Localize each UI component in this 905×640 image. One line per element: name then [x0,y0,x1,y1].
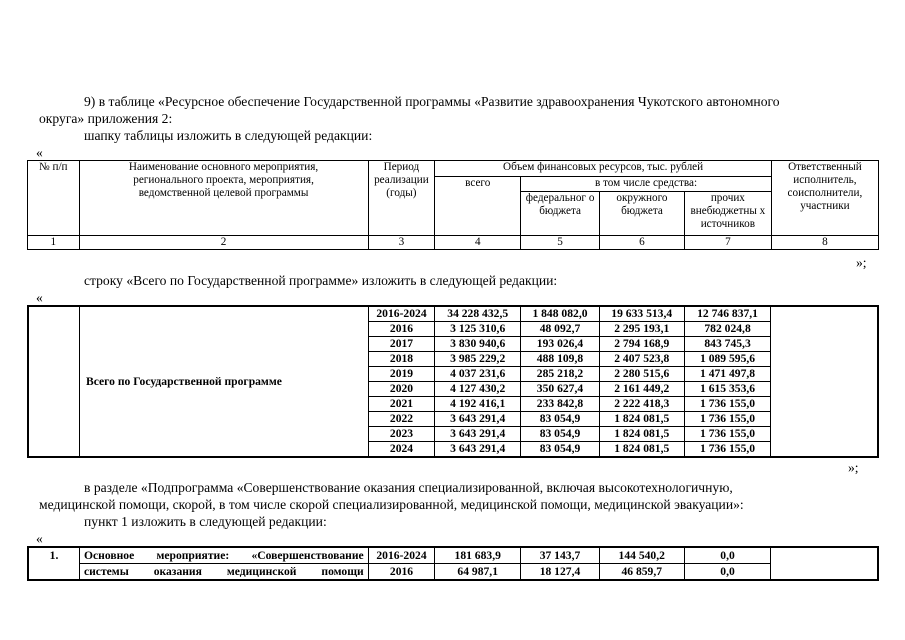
col-number-2: 2 [79,236,368,250]
point-number: 1. [28,547,79,580]
total-cell: 193 026,4 [521,337,600,352]
total-cell: 843 745,3 [684,337,771,352]
total-cell: 3 125 310,6 [435,322,521,337]
total-cell: 2 295 193,1 [599,322,684,337]
total-cell: 4 037 231,6 [435,367,521,382]
total-cell: 48 092,7 [521,322,600,337]
total-cell: 1 736 155,0 [684,412,771,427]
total-cell: 1 471 497,8 [684,367,771,382]
point-cell: 2016-2024 [368,547,435,564]
total-cell: 83 054,9 [521,412,600,427]
point-cell: 37 143,7 [521,547,600,564]
total-cell: 3 985 229,2 [435,352,521,367]
col-number-3: 3 [368,236,435,250]
total-cell: 1 824 081,5 [599,442,684,458]
col-number-8: 8 [771,236,878,250]
total-cell: 12 746 837,1 [684,306,771,322]
header-instruction: шапку таблицы изложить в следующей редакции: [84,128,373,143]
col-other: прочих внебюджетны х источников [684,192,771,236]
point-cell: 181 683,9 [435,547,521,564]
total-cell: 350 627,4 [521,382,600,397]
total-cell: 3 643 291,4 [435,442,521,458]
point-instruction: пункт 1 изложить в следующей редакции: [84,514,327,529]
total-cell: 285 218,2 [521,367,600,382]
point-responsible [771,547,878,580]
total-instruction: строку «Всего по Государственной программе» изложить в следующей редакции: [84,273,558,288]
point-cell: 46 859,7 [599,564,684,581]
total-cell: 2016 [368,322,435,337]
point-cell: 0,0 [684,547,771,564]
point-cell: 18 127,4 [521,564,600,581]
total-cell: 83 054,9 [521,442,600,458]
section-line1: в разделе «Подпрограмма «Совершенствование оказания специализированной, включая высокотехнологичную, [84,480,733,495]
close-quote-2: »; [848,460,859,475]
total-cell: 782 024,8 [684,322,771,337]
total-cell: 1 824 081,5 [599,427,684,442]
point-cell: 2016 [368,564,435,581]
open-quote-2: « [36,290,43,305]
total-cell: 3 643 291,4 [435,412,521,427]
point-cell: 144 540,2 [599,547,684,564]
total-num-cell [28,306,79,457]
total-cell: 1 089 595,6 [684,352,771,367]
total-cell: 2024 [368,442,435,458]
table-row [28,306,878,322]
col-district: окружного бюджета [600,192,685,236]
total-cell: 3 830 940,6 [435,337,521,352]
total-cell: 19 633 513,4 [599,306,684,322]
total-cell: 1 736 155,0 [684,442,771,458]
col-num: № п/п [28,161,80,236]
total-cell: 2023 [368,427,435,442]
total-cell: 1 615 353,6 [684,382,771,397]
item9-line2: округа» приложения 2: [39,111,173,126]
total-cell: 2017 [368,337,435,352]
total-cell: 2018 [368,352,435,367]
col-number-5: 5 [521,236,600,250]
col-total: всего [435,177,521,236]
total-cell: 2 161 449,2 [599,382,684,397]
col-including: в том числе средства: [521,177,772,192]
total-cell: 34 228 432,5 [435,306,521,322]
col-number-6: 6 [600,236,685,250]
total-cell: 2 407 523,8 [599,352,684,367]
total-table [27,305,879,458]
total-cell: 2 794 168,9 [599,337,684,352]
total-cell: 233 842,8 [521,397,600,412]
item9-line1: 9) в таблице «Ресурсное обеспечение Государственной программы «Развитие здравоохранения Чукотского автономного [84,94,780,109]
total-cell: 83 054,9 [521,427,600,442]
point-desc-line2: системы оказания медицинской помощи [79,564,368,581]
point-table [27,546,879,581]
total-cell: 2016-2024 [368,306,435,322]
point-cell: 64 987,1 [435,564,521,581]
point-desc-line1: Основное мероприятие: «Совершенствование [79,547,368,564]
open-quote-1: « [36,145,43,160]
col-finance: Объем финансовых ресурсов, тыс. рублей [435,161,772,177]
col-period: Период реализации (годы) [368,161,435,236]
total-cell: 2019 [368,367,435,382]
col-responsible: Ответственный исполнитель, соисполнители, участники [771,161,878,236]
total-cell: 1 736 155,0 [684,397,771,412]
col-name: Наименование основного мероприятия, регионального проекта, мероприятия, ведомственной целевой программы [79,161,368,236]
col-federal: федеральног о бюджета [521,192,600,236]
total-responsible [771,306,878,457]
section-line2: медицинской помощи, скорой, в том числе скорой специализированной, медицинской помощи, медицинской эвакуации»: [39,497,744,512]
header-table [27,160,879,250]
total-cell: 2 222 418,3 [599,397,684,412]
open-quote-3: « [36,531,43,546]
total-cell: 2021 [368,397,435,412]
point-cell: 0,0 [684,564,771,581]
total-cell: 2022 [368,412,435,427]
total-cell: 1 848 082,0 [521,306,600,322]
total-cell: 4 192 416,1 [435,397,521,412]
total-cell: 1 824 081,5 [599,412,684,427]
col-number-1: 1 [28,236,80,250]
close-quote-1: »; [856,255,867,270]
total-cell: 4 127 430,2 [435,382,521,397]
col-number-7: 7 [684,236,771,250]
total-cell: 2 280 515,6 [599,367,684,382]
total-cell: 488 109,8 [521,352,600,367]
total-cell: 3 643 291,4 [435,427,521,442]
col-number-4: 4 [435,236,521,250]
total-label: Всего по Государственной программе [79,306,368,457]
total-cell: 1 736 155,0 [684,427,771,442]
total-cell: 2020 [368,382,435,397]
